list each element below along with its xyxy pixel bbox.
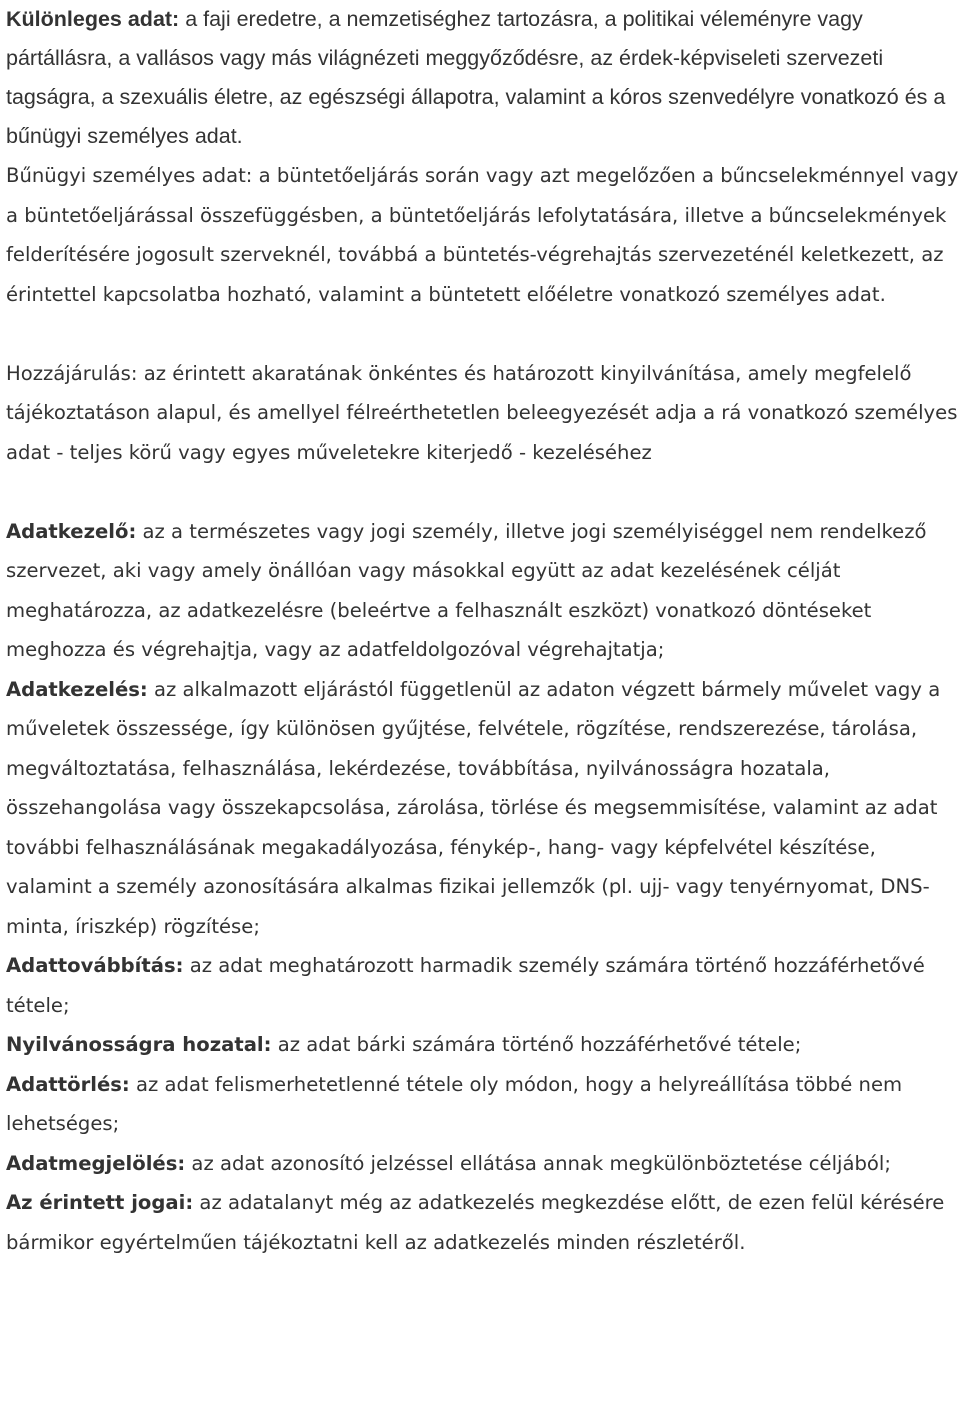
definition-term: Adatkezelés:: [6, 677, 148, 701]
definition-marking: [6, 1144, 960, 1184]
definition-publication: [6, 1025, 960, 1065]
definition-term: Adattörlés:: [6, 1072, 130, 1096]
definition-text: az adat bárki számára történő hozzáférhetővé tétele;: [271, 1033, 802, 1056]
definition-controller: [6, 512, 960, 670]
special-data-paragraph: [6, 0, 960, 156]
spacer: [6, 314, 960, 354]
special-data-text: a faji eredetre, a nemzetiséghez tartozásra, a politikai véleményre vagy pártállásra, a vallásos vagy más világnézeti meggyőződésre, az érdek-képviseleti szervezeti tagságra, a szexuális életre, az egészségi állapotra, valamint a kóros szenvedélyre vonatkozó és a bűnügyi személyes adat.: [6, 7, 946, 148]
definition-term: Adattovábbítás:: [6, 954, 184, 977]
definition-transfer: [6, 946, 960, 1025]
consent-text: Hozzájárulás: az érintett akaratának önkéntes és határozott kinyilvánítása, amely megfelelő tájékoztatáson alapul, és amellyel félreérthetetlen beleegyezését adja a rá vonatkozó személyes adat - teljes körű vagy egyes műveletekre kiterjedő - kezeléséhez: [6, 361, 958, 464]
definition-text: az a természetes vagy jogi személy, illetve jogi személyiséggel nem rendelkező szervezet, aki vagy amely önállóan vagy másokkal együtt az adat kezelésének célját meghatározza, az adatkezelésre (beleértve a felhasznált eszközt) vonatkozó döntéseket meghozza és végrehajtja, vagy az adatfeldolgozóval végrehajtatja;: [6, 519, 927, 661]
criminal-data-text: Bűnügyi személyes adat: a büntetőeljárás során vagy azt megelőzően a bűncselekménnyel vagy a büntetőeljárással összefüggésben, a büntetőeljárás lefolytatására, illetve a bűncselekmények felderítésére jogosult szerveknél, továbbá a büntetés-végrehajtás szervezeténél keletkezett, az érintettel kapcsolatba hozható, valamint a büntetett előéletre vonatkozó személyes adat.: [6, 164, 959, 306]
definition-text: az adatalanyt még az adatkezelés megkezdése előtt, de ezen felül kérésére bármikor egyértelműen tájékoztatni kell az adatkezelés minden részletéről.: [6, 1191, 945, 1254]
definition-processing: [6, 670, 960, 947]
definition-text: az adat meghatározott harmadik személy számára történő hozzáférhetővé tétele;: [6, 954, 925, 1017]
criminal-data-paragraph: [6, 156, 960, 314]
definition-term: Adatkezelő:: [6, 519, 137, 543]
special-data-term: Különleges adat:: [6, 7, 180, 31]
definition-text: az adat azonosító jelzéssel ellátása annak megkülönböztetése céljából;: [185, 1151, 891, 1175]
definition-text: az alkalmazott eljárástól függetlenül az adaton végzett bármely művelet vagy a műveletek összessége, így különösen gyűjtése, felvétele, rögzítése, rendszerezése, tárolása, megváltoztatása, felhasználása, lekérdezése, továbbítása, nyilvánosságra hozatala, összehangolása vagy összekapcsolása, zárolása, törlése és megsemmisítése, valamint az adat további felhasználásának megakadályozása, fénykép-, hang- vagy képfelvétel készítése, valamint a személy azonosítására alkalmas fizikai jellemzők (pl. ujj- vagy tenyérnyomat, DNS-minta, íriszkép) rögzítése;: [6, 677, 941, 938]
document-body: [6, 0, 960, 1262]
definition-deletion: [6, 1065, 960, 1144]
definition-data-subject-rights: [6, 1183, 960, 1262]
consent-paragraph: [6, 354, 960, 473]
definition-term: Nyilvánosságra hozatal:: [6, 1033, 272, 1056]
definition-term: Az érintett jogai:: [6, 1191, 194, 1214]
definition-term: Adatmegjelölés:: [6, 1151, 186, 1175]
definition-text: az adat felismerhetetlenné tétele oly módon, hogy a helyreállítása többé nem lehetséges;: [6, 1072, 903, 1135]
spacer: [6, 472, 960, 512]
